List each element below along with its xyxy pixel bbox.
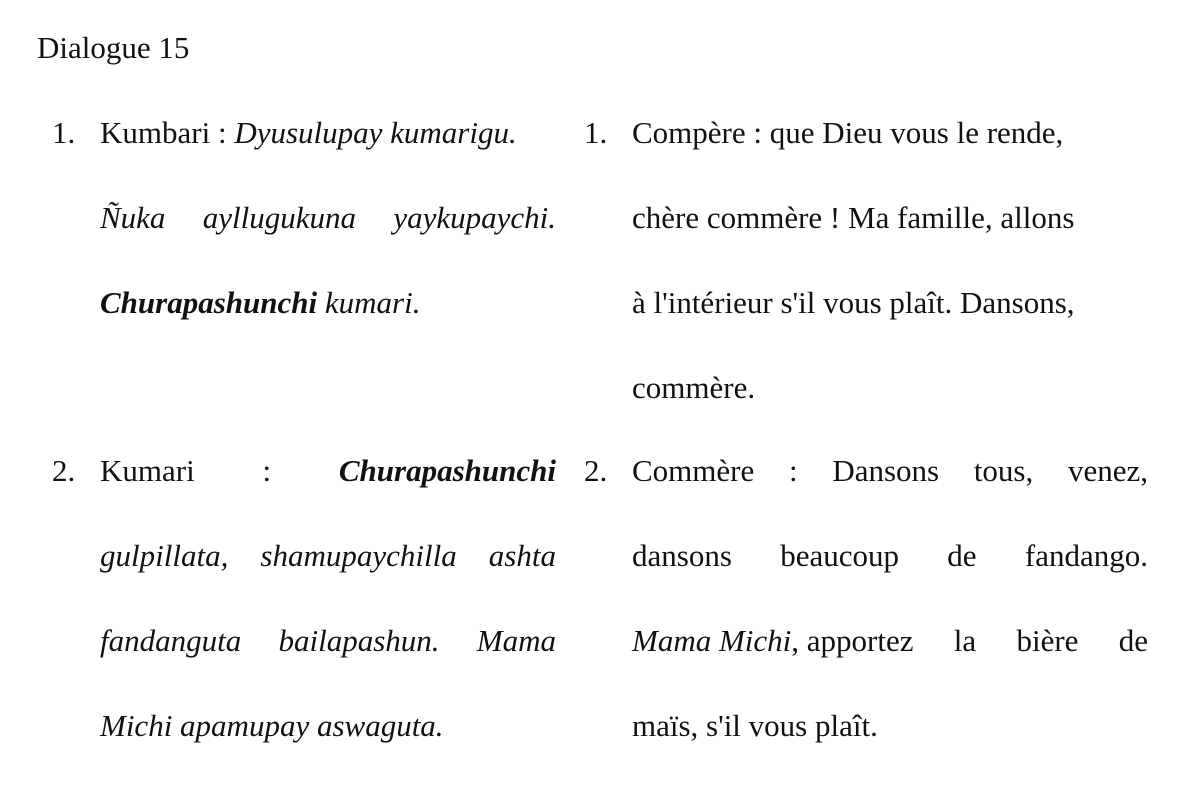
dialogue-title: Dialogue 15 [37,30,190,65]
entry-2-right-line-1 [632,451,1148,491]
bold-keyword: Churapashunchi [100,285,318,320]
word: dansons [632,538,732,573]
word: Dansons [832,453,940,488]
word: ashta [488,538,556,573]
speaker-label: Kumbari : [100,115,227,150]
entry-1-right-number: 1. [584,115,608,150]
word: : [788,453,798,488]
bold-keyword: Churapashunchi [338,453,556,488]
word: Ñuka [100,200,166,235]
word: bière [1016,623,1079,658]
entry-1-left-line-1 [100,113,556,153]
entry-2-left-line-2 [100,536,556,576]
entry-1-right-line-4: commère. [632,370,756,405]
entry-2-left-line-4: Michi apamupay aswaguta. [100,708,444,743]
word: shamupaychilla [260,538,457,573]
entry-2-right-line-4: maïs, s'il vous plaît. [632,708,878,743]
word: yaykupaychi. [393,200,556,235]
word: Commère [632,453,755,488]
word: fandanguta [100,623,242,658]
word: ayllugukuna [202,200,356,235]
word: , apportez [791,623,914,658]
entry-1-right-line-2: chère commère ! Ma famille, allons [632,200,1075,235]
entry-2-right-line-2 [632,536,1148,576]
word: fandango. [1024,538,1148,573]
word: la [953,623,977,658]
italic-name: Mama Michi [632,623,792,658]
word: bailapashun. [278,623,440,658]
word: gulpillata, [100,538,229,573]
word: tous, [973,453,1034,488]
word: de [947,538,977,573]
word: Mama [476,623,556,658]
word: de [1118,623,1148,658]
entry-1-left-line-2 [100,198,556,238]
word: beaucoup [780,538,899,573]
entry-2-right-line-3 [632,621,1148,661]
entry-2-left-number: 2. [52,453,76,488]
speaker-label: Kumari [100,453,195,488]
entry-2-right-number: 2. [584,453,608,488]
entry-1-left-line-3 [100,283,556,323]
entry-1-right-line-1: Compère : que Dieu vous le rende, [632,115,1064,150]
word: venez, [1067,453,1148,488]
quechua-text: Dyusulupay kumarigu. [234,115,517,150]
entry-1-right-line-3: à l'intérieur s'il vous plaît. Dansons, [632,285,1075,320]
word-group [632,621,914,661]
entry-2-left-line-1 [100,451,556,491]
quechua-text: kumari. [324,285,421,320]
colon: : [262,453,272,488]
entry-2-left-line-3 [100,621,556,661]
entry-1-left-number: 1. [52,115,76,150]
